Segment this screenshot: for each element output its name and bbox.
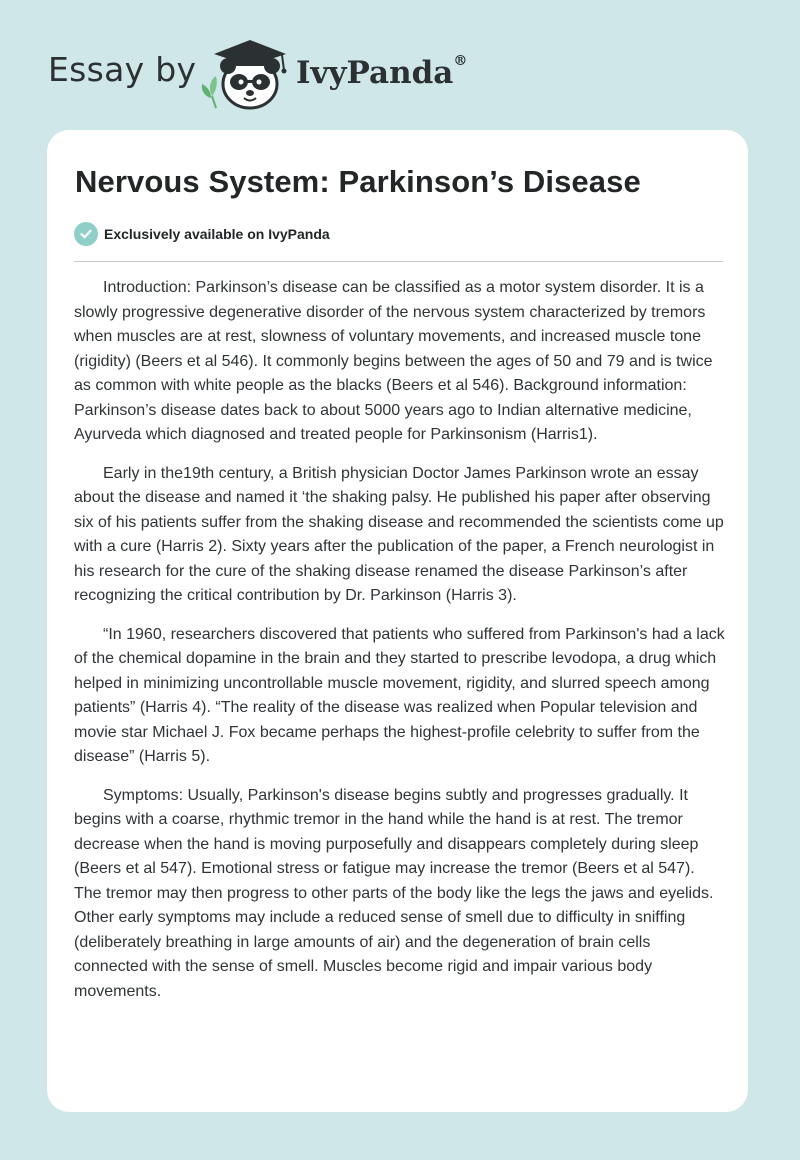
essay-body <box>74 276 726 1018</box>
check-icon <box>74 222 98 246</box>
exclusive-badge <box>74 222 330 246</box>
site-header <box>0 0 800 130</box>
panda-graduation-cap-icon[interactable] <box>198 36 294 112</box>
paragraph: Introduction: Parkinson’s disease can be classified as a motor system disorder. It is a slowly progressive degenerative disorder of the nervous system characterized by tremors when muscles are at rest, slowness of voluntary movements, and increased muscle tone (rigidity) (Beers et al 546). It commonly begins between the ages of 50 and 79 and is twice as common with white people as the blacks (Beers et al 546). Background information: Parkinson’s disease dates back to about 5000 years ago to Indian alternative medicine, Ayurveda which diagnosed and treated people for Parkinsonism (Harris1). <box>74 279 713 443</box>
paragraph: “In 1960, researchers discovered that patients who suffered from Parkinson's had a lack of the chemical dopamine in the brain and they started to prescribe levodopa, a drug which helped in minimizing uncontrollable muscle movement, rigidity, and slurred speech among patients” (Harris 4). “The reality of the disease was realized when Popular television and movie star Michael J. Fox became perhaps the highest-profile celebrity to suffer from the disease” (Harris 5). <box>74 625 725 765</box>
brand-name[interactable] <box>296 55 467 91</box>
page-title: Nervous System: Parkinson’s Disease <box>75 164 641 199</box>
exclusive-badge-label: Exclusively available on IvyPanda <box>104 226 330 242</box>
paragraph: Early in the19th century, a British physician Doctor James Parkinson wrote an essay about the disease and named it ‘the shaking palsy. He published his paper after observing six of his patients suffer from the shaking disease and recommended the scientists come up with a cure (Harris 2). Sixty years after the publication of the paper, a French neurologist in his research for the cure of the shaking disease renamed the disease Parkinson’s after recognizing the critical contribution by Dr. Parkinson (Harris 3). <box>74 464 724 604</box>
essay-by-label: Essay by <box>48 50 197 89</box>
divider <box>74 261 723 262</box>
registered-mark: ® <box>453 53 468 69</box>
essay-card <box>47 130 748 1112</box>
brand-name-text: IvyPanda <box>296 55 454 91</box>
paragraph: Symptoms: Usually, Parkinson's disease begins subtly and progresses gradually. It begins with a coarse, rhythmic tremor in the hand while the hand is at rest. The tremor decrease when the hand is moving purposefully and disappears completely during sleep (Beers et al 547). Emotional stress or fatigue may increase the tremor (Beers et al 547). The tremor may then progress to other parts of the body like the legs the jaws and eyelids. Other early symptoms may include a reduced sense of smell due to difficulty in sniffing (deliberately breathing in large amounts of air) and the degeneration of brain cells connected with the sense of smell. Muscles become rigid and impair various body movements. <box>74 786 714 1000</box>
